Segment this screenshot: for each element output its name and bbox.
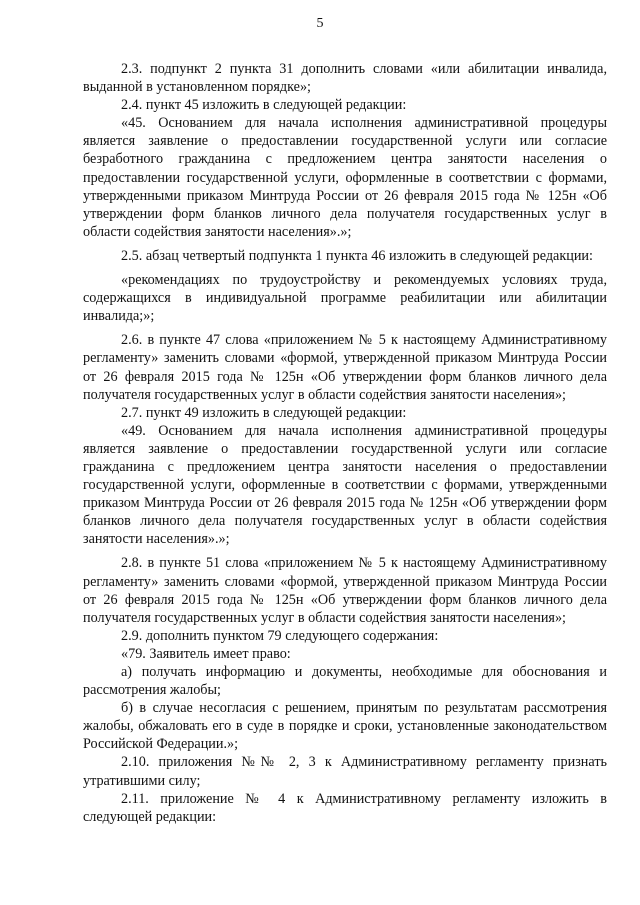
document-body [83,60,607,826]
paragraph-2-3: 2.3. подпункт 2 пункта 31 дополнить словами «или абилитации инвалида, выданной в установленном порядке»; [83,61,607,96]
paragraph-2-8: 2.8. в пункте 51 слова «приложением № 5 к настоящему Административному регламенту» заменить словами «формой, утвержденной приказом Минтруда России от 26 февраля 2015 года № 125н «Об утверждении форм бланков личного дела получателя государственных услуг в области содействия занятости населения»; [83,555,607,626]
paragraph-79-b: б) в случае несогласия с решением, принятым по результатам рассмотрения жалобы, обжаловать его в суде в порядке и сроки, установленные законодательством Российской Федерации.»; [83,700,607,753]
paragraph-2-10: 2.10. приложения №№ 2, 3 к Административному регламенту признать утратившими силу; [83,754,607,789]
paragraph-2-11: 2.11. приложение № 4 к Административному регламенту изложить в следующей редакции: [83,790,607,825]
paragraph-2-7: 2.7. пункт 49 изложить в следующей редакции: [121,404,407,421]
paragraph-2-4: 2.4. пункт 45 изложить в следующей редакции: [121,97,407,114]
paragraph-2-6: 2.6. в пункте 47 слова «приложением № 5 к настоящему Административному регламенту» заменить словами «формой, утвержденной приказом Минтруда России от 26 февраля 2015 года № 125н «Об утверждении форм бланков личного дела получателя государственных услуг в области содействия занятости населения»; [83,332,607,403]
paragraph-2-5: 2.5. абзац четвертый подпункта 1 пункта 46 изложить в следующей редакции: [121,247,593,264]
paragraph-46-text: «рекомендациях по трудоустройству и рекомендуемых условиях труда, содержащихся в индивидуальной программе реабилитации или абилитации инвалида;»; [83,272,607,325]
paragraph-2-9: 2.9. дополнить пунктом 79 следующего содержания: [121,627,439,644]
paragraph-49-text: «49. Основанием для начала исполнения административной процедуры является заявление о предоставлении государственной услуги или согласие гражданина с предложением центра занятости населения о предоставлении государственной услуги, оформленные в соответствии с формами, утвержденными приказом Минтруда России от 26 февраля 2015 года № 125н «Об утверждении форм бланков личного дела получателя государственных услуг в области содействия занятости населения».»; [83,422,607,548]
paragraph-79-heading: «79. Заявитель имеет право: [121,645,291,662]
page-number: 5 [316,16,324,31]
paragraph-45-text: «45. Основанием для начала исполнения административной процедуры является заявление о предоставлении государственной услуги или согласие безработного гражданина с предложением центра занятости населения о предоставлении государственной услуги, оформленные в соответствии с формами, утвержденными приказом Минтруда России от 26 февраля 2015 года № 125н «Об утверждении форм бланков личного дела получателя государственных услуг в области содействия занятости населения».»; [83,115,607,240]
paragraph-79-a: а) получать информацию и документы, необходимые для обоснования и рассмотрения жалобы; [83,664,607,699]
